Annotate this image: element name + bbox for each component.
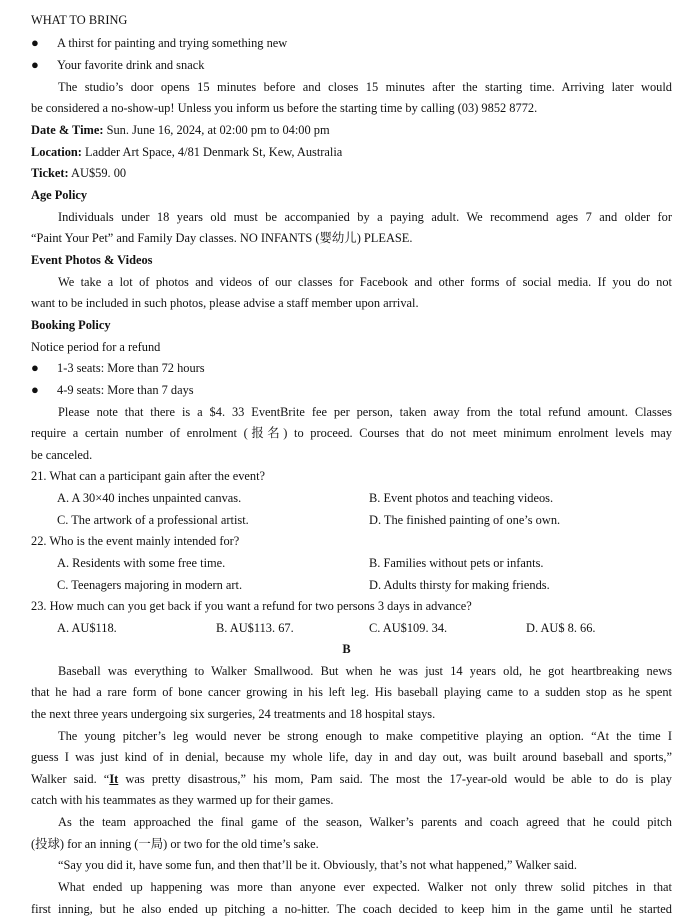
ticket-line [31, 165, 126, 181]
photos-line-1: We take a lot of photos and videos of our classes for Facebook and other forms of social media. If you do not [58, 275, 672, 289]
refund-item-1: 1-3 seats: More than 72 hours [57, 361, 205, 375]
age-policy-line-1: Individuals under 18 years old must be accompanied by a paying adult. We recommend ages 7 and older for [58, 210, 672, 224]
passage-b-p1-line-1: Baseball was everything to Walker Smallwood. But when he was just 14 years old, he got heartbreaking news [58, 664, 672, 678]
bullet-icon: ● [31, 57, 39, 72]
q23-option-d: D. AU$ 8. 66. [526, 621, 596, 635]
q22-option-a: A. Residents with some free time. [57, 556, 226, 570]
passage-b-p2-line-2: guess I was just kind of in denial, because my whole life, day in and day out, was built around baseball and sports,” [31, 750, 672, 764]
booking-policy-heading: Booking Policy [31, 318, 111, 332]
p2-line-3-suffix: was pretty disastrous,” his mom, Pam said. The most the 17-year-old would be able to do is play [118, 772, 672, 786]
q21-option-b: B. Event photos and teaching videos. [369, 491, 554, 505]
question-22-stem: 22. Who is the event mainly intended for? [31, 534, 240, 548]
passage-b-p1-line-3: the next three years undergoing six surgeries, 24 treatments and 18 hospital stays. [31, 707, 436, 721]
age-policy-line-2: “Paint Your Pet” and Family Day classes. NO INFANTS (婴幼儿) PLEASE. [31, 231, 413, 245]
fee-line-1: Please note that there is a $4. 33 EventBrite fee per person, taken away from the total refund amount. Classes [58, 405, 672, 419]
question-23-stem: 23. How much can you get back if you want a refund for two persons 3 days in advance? [31, 599, 472, 613]
location-line [31, 144, 342, 160]
question-21-stem: 21. What can a participant gain after the event? [31, 469, 266, 483]
bullet-icon: ● [31, 382, 39, 397]
q22-option-c: C. Teenagers majoring in modern art. [57, 578, 243, 592]
bullet-icon: ● [31, 360, 39, 375]
age-policy-heading: Age Policy [31, 188, 88, 202]
q23-option-b: B. AU$113. 67. [216, 621, 294, 635]
passage-b-p2-line-4: catch with his teammates as they warmed up for their games. [31, 793, 334, 807]
door-paragraph-line-1: The studio’s door opens 15 minutes before and closes 15 minutes after the starting time. Arriving later would [58, 80, 672, 94]
q21-option-c: C. The artwork of a professional artist. [57, 513, 249, 527]
q21-option-a: A. A 30×40 inches unpainted canvas. [57, 491, 242, 505]
notice-line: Notice period for a refund [31, 340, 161, 354]
passage-b-p3-line-1: As the team approached the final game of the season, Walker’s parents and coach agreed that he could pitch [58, 815, 672, 829]
q21-option-d: D. The finished painting of one’s own. [369, 513, 561, 527]
bring-item-1: A thirst for painting and trying something new [57, 36, 288, 50]
date-time-line [31, 122, 330, 138]
passage-b-p4-line-1: “Say you did it, have some fun, and then that’ll be it. Obviously, that’s not what happened,” Walker said. [58, 858, 577, 872]
date-label: Date & Time: [31, 123, 104, 137]
p2-line-3-prefix: Walker said. “ [31, 772, 110, 786]
passage-b-p3-line-2: (投球) for an inning (一局) or two for the old time’s sake. [31, 837, 319, 851]
fee-line-2: require a certain number of enrolment (报名) to proceed. Courses that do not meet minimum enrolment levels may [31, 426, 672, 440]
passage-b-p1-line-2: that he had a rare form of bone cancer growing in his left leg. His baseball playing came to a sudden stop as he spent [31, 685, 672, 699]
ticket-value: AU$59. 00 [68, 166, 127, 180]
date-value: Sun. June 16, 2024, at 02:00 pm to 04:00 pm [103, 123, 330, 137]
q22-option-d: D. Adults thirsty for making friends. [369, 578, 550, 592]
bring-item-2: Your favorite drink and snack [57, 58, 205, 72]
section-b-heading: B [342, 642, 351, 656]
what-to-bring-heading: WHAT TO BRING [31, 13, 128, 27]
passage-b-p5-line-1: What ended up happening was more than anyone ever expected. Walker not only threw solid pitches in that [58, 880, 672, 894]
location-value: Ladder Art Space, 4/81 Denmark St, Kew, Australia [81, 145, 343, 159]
location-label: Location: [31, 145, 82, 159]
passage-b-p2-line-1: The young pitcher’s leg would never be strong enough to make competitive playing an option. “At the time I [58, 729, 672, 743]
photos-heading: Event Photos & Videos [31, 253, 153, 267]
bullet-icon: ● [31, 35, 39, 50]
refund-item-2: 4-9 seats: More than 7 days [57, 383, 194, 397]
underlined-word-it: It [109, 772, 119, 786]
ticket-label: Ticket: [31, 166, 69, 180]
photos-line-2: want to be included in such photos, please advise a staff member upon arrival. [31, 296, 419, 310]
door-paragraph-line-2: be considered a no-show-up! Unless you inform us before the starting time by calling (03) 9852 8772. [31, 101, 538, 115]
passage-b-p2-line-3 [31, 771, 672, 787]
fee-line-3: be canceled. [31, 448, 93, 462]
q22-option-b: B. Families without pets or infants. [369, 556, 544, 570]
passage-b-p5-line-2: first inning, but he also ended up pitching a no-hitter. The coach decided to keep him in the game until he started [31, 902, 672, 916]
q23-option-c: C. AU$109. 34. [369, 621, 448, 635]
q23-option-a: A. AU$118. [57, 621, 117, 635]
